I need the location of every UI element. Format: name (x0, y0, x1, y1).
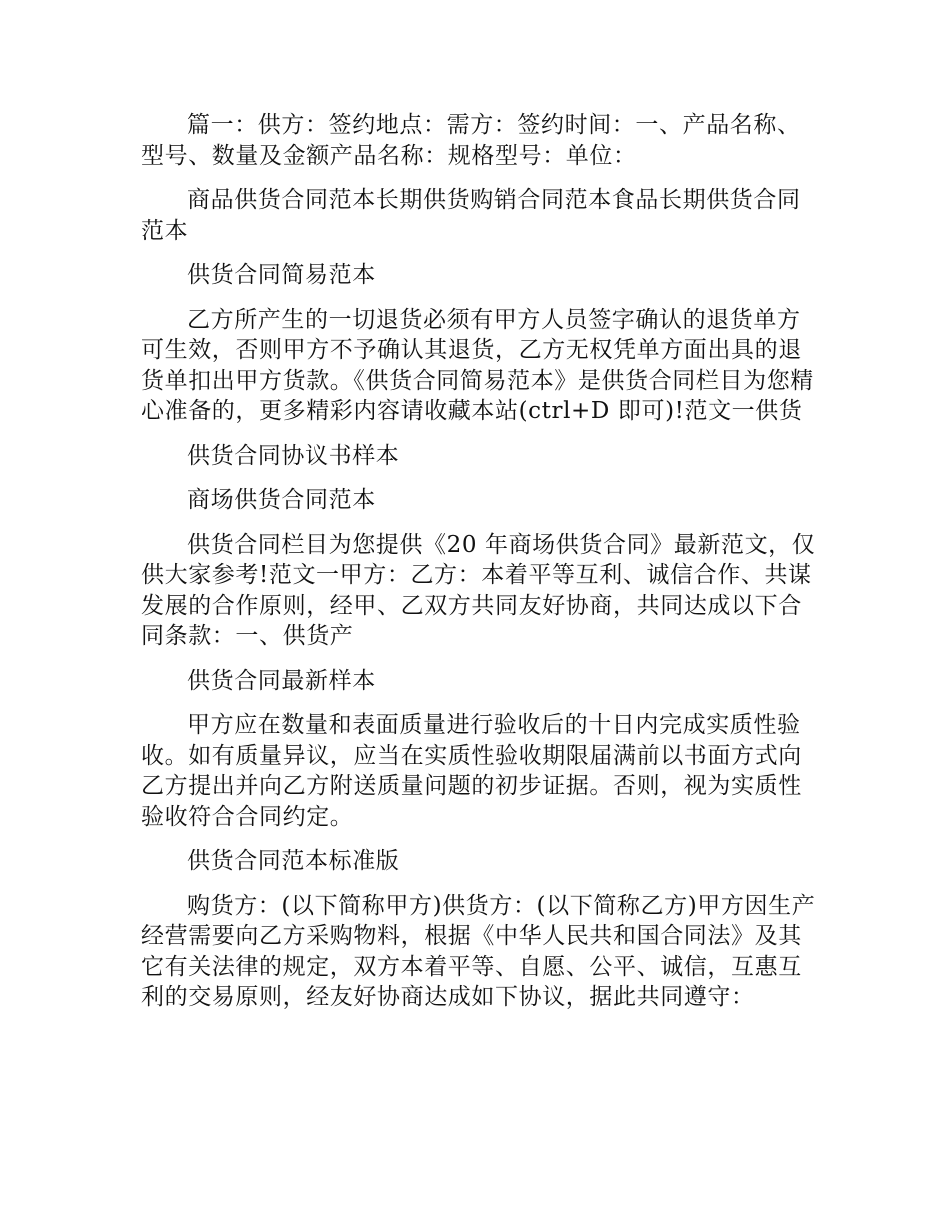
section-heading-mall-template: 商场供货合同范本 (187, 487, 376, 513)
section-heading-standard-edition: 供货合同范本标准版 (187, 848, 400, 874)
section-heading-agreement-sample: 供货合同协议书样本 (187, 442, 400, 469)
document-page (141, 110, 817, 1027)
paragraph-return-policy: 乙方所产生的一切退货必须有甲方人员签字确认的退货单方可生效，否则甲方不予确认其退货，乙方无权凭单方面出具的退货单扣出甲方货款。《供货合同简易范本》是供货合同栏目为您精心准备的，更多精彩内容请收藏本站(ctrl+D 即可)!范文一供货 (141, 306, 814, 424)
section-heading-simple-template: 供货合同简易范本 (187, 262, 376, 288)
paragraph-inspection: 甲方应在数量和表面质量进行验收后的十日内完成实质性验收。如有质量异议，应当在实质性验收期限届满前以书面方式向乙方提出并向乙方附送质量问题的初步证据。否则，视为实质性验收符合合同约定。 (141, 712, 802, 830)
section-heading-latest-sample: 供货合同最新样本 (187, 667, 376, 694)
paragraph-parties: 购货方：(以下简称甲方)供货方：(以下简称乙方)甲方因生产经营需要向乙方采购物料，根据《中华人民共和国合同法》及其它有关法律的规定，双方本着平等、自愿、公平、诚信，互惠互利的交易原则，经友好协商达成如下协议，据此共同遵守： (141, 892, 816, 1010)
paragraph-intro: 篇一：供方：签约地点：需方：签约时间：一、产品名称、型号、数量及金额产品名称：规格型号：单位： (141, 112, 801, 169)
paragraph-related-titles: 商品供货合同范本长期供货购销合同范本食品长期供货合同范本 (141, 187, 801, 244)
paragraph-mall-contract: 供货合同栏目为您提供《20 年商场供货合同》最新范文，仅供大家参考!范文一甲方：乙方：本着平等互利、诚信合作、共谋发展的合作原则，经甲、乙双方共同友好协商，共同达成以下合同条款：一、供货产 (141, 531, 816, 649)
